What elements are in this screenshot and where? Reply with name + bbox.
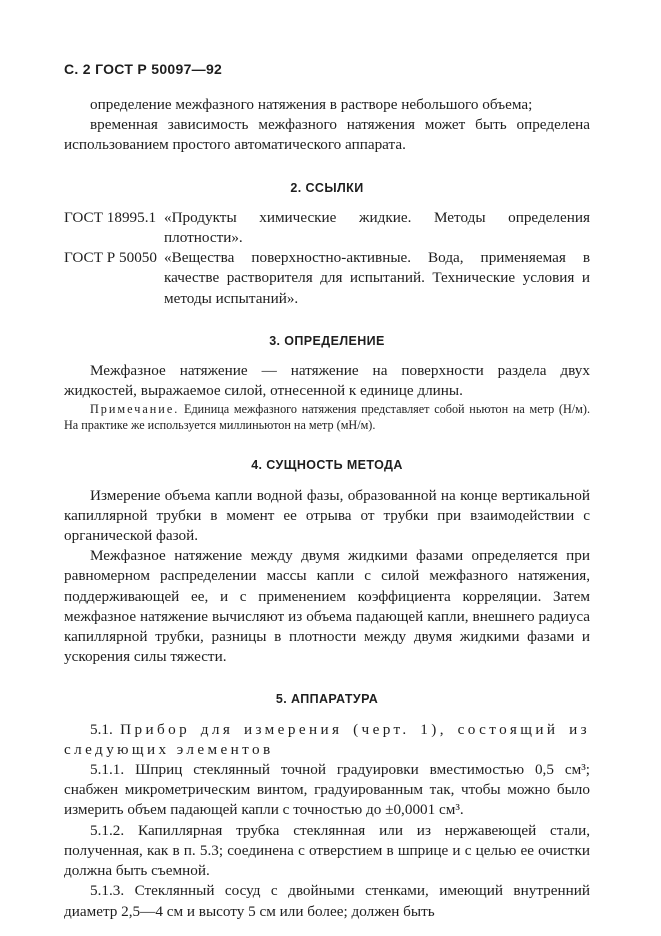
reference-item bbox=[64, 248, 590, 309]
section-heading-references: 2. ССЫЛКИ bbox=[290, 180, 364, 195]
clause-number: 5.1. bbox=[90, 720, 121, 738]
section-heading-apparatus: 5. АППАРАТУРА bbox=[275, 692, 379, 707]
intro-paragraph: временная зависимость межфазного натяжения может быть определена использованием простого автоматического аппарата. bbox=[64, 116, 590, 154]
method-paragraph: Измерение объема капли водной фазы, образованной на конце вертикальной капиллярной трубки в момент ее отрыва от трубки при взаимодействии с органической фазой. bbox=[64, 486, 590, 545]
apparatus-paragraph: 5.1.1. Шприц стеклянный точной градуировки вместимостью 0,5 см³; снабжен микрометрическим винтом, градуированным так, чтобы можно было измерить объем падающей капли с точностью до ±0,0001 см³. bbox=[64, 761, 590, 819]
reference-code: ГОСТ 18995.1 bbox=[64, 208, 157, 226]
page-header: С. 2 ГОСТ Р 50097—92 bbox=[64, 61, 223, 77]
intro-paragraph: определение межфазного натяжения в растворе небольшого объема; bbox=[90, 96, 533, 113]
reference-title: «Продукты химические жидкие. Методы определения плотности». bbox=[164, 208, 590, 247]
method-paragraph: Межфазное натяжение между двумя жидкими фазами определяется при равномерном распределении массы капли с силой межфазного натяжения, поддерживающей ее, и с применением коэффициента корреляции. Затем межфазное натяжение вычисляют из объема падающей капли, внешнего радиуса капиллярной трубки, разницы в плотности между двумя жидкими фазами и ускорения силы тяжести. bbox=[64, 547, 590, 666]
apparatus-paragraph: 5.1.3. Стеклянный сосуд с двойными стенками, имеющий внутренний диаметр 2,5—4 см и высоту 5 см или более; должен быть bbox=[64, 882, 590, 920]
document-body bbox=[64, 95, 590, 922]
reference-item bbox=[64, 208, 590, 248]
note-text: Единица межфазного натяжения представляет собой ньютон на метр (Н/м). На практике же используется миллиньютон на метр (мН/м). bbox=[64, 402, 590, 433]
reference-code: ГОСТ Р 50050 bbox=[64, 249, 157, 267]
definition-paragraph: Межфазное натяжение — натяжение на поверхности раздела двух жидкостей, выражаемое силой, отнесенной к единице длины. bbox=[64, 362, 590, 400]
section-heading-definition: 3. ОПРЕДЕЛЕНИЕ bbox=[269, 333, 385, 348]
apparatus-paragraph bbox=[64, 720, 590, 760]
apparatus-paragraph: 5.1.2. Капиллярная трубка стеклянная или из нержавеющей стали, полученная, как в п. 5.3; соединена с отверстием в шприце и с целью ее очистки должна быть съемной. bbox=[64, 821, 590, 880]
section-heading-method: 4. СУЩНОСТЬ МЕТОДА bbox=[251, 458, 403, 473]
reference-title: «Вещества поверхностно-активные. Вода, применяемая в качестве растворителя для испытаний. Технические условия и методы испытаний». bbox=[164, 249, 590, 307]
clause-spaced-title: Прибор для измерения (черт. 1), состоящий из следующих элементов bbox=[64, 720, 590, 758]
note-label: Примечание. bbox=[90, 402, 180, 417]
note-paragraph bbox=[64, 401, 590, 433]
